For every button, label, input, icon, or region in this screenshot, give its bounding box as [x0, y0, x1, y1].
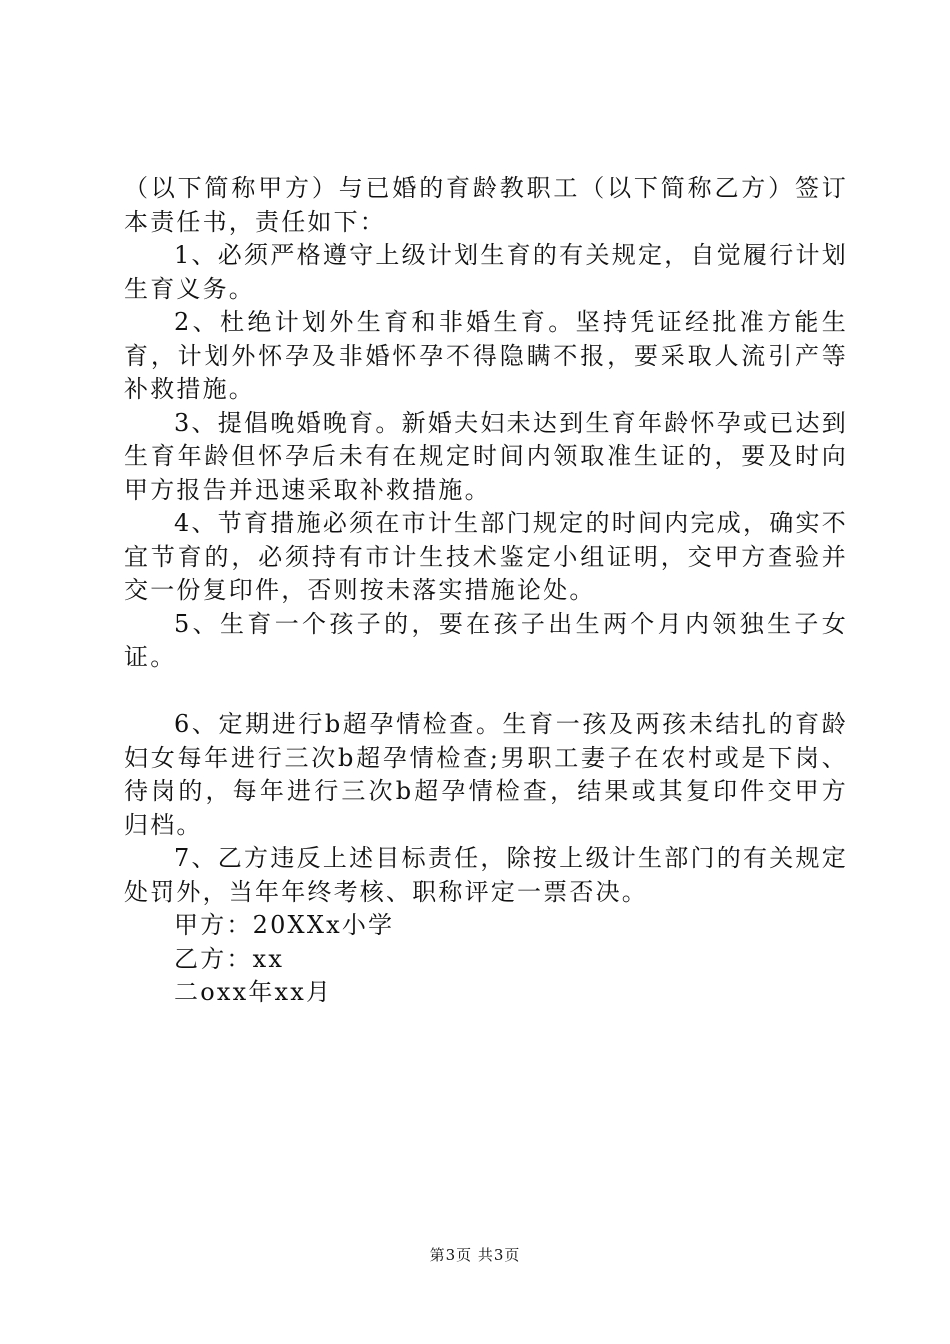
clause-4: 4、节育措施必须在市计生部门规定的时间内完成，确实不宜节育的，必须持有市计生技术鉴定小组证明，交甲方查验并交一份复印件，否则按未落实措施论处。	[124, 509, 848, 604]
party-b-signature: 乙方：xx	[174, 944, 285, 973]
clause-7: 7、乙方违反上述目标责任，除按上级计生部门的有关规定处罚外，当年年终考核、职称评定一票否决。	[124, 844, 848, 906]
document-body	[124, 172, 848, 1010]
party-a-signature: 甲方：20XXx小学	[174, 911, 395, 939]
clause-5: 5、生育一个孩子的，要在孩子出生两个月内领独生子女证。	[124, 609, 848, 671]
intro-paragraph: （以下简称甲方）与已婚的育龄教职工（以下简称乙方）签订本责任书，责任如下：	[124, 174, 848, 236]
signature-date: 二oxx年xx月	[174, 978, 333, 1006]
paragraph-spacer	[124, 675, 848, 709]
clause-3: 3、提倡晚婚晚育。新婚夫妇未达到生育年龄怀孕或已达到生育年龄但怀孕后未有在规定时间内领取准生证的，要及时向甲方报告并迅速采取补救措施。	[124, 408, 848, 504]
clause-2: 2、杜绝计划外生育和非婚生育。坚持凭证经批准方能生育，计划外怀孕及非婚怀孕不得隐瞒不报，要采取人流引产等补救措施。	[124, 308, 848, 403]
clause-1: 1、必须严格遵守上级计划生育的有关规定，自觉履行计划生育义务。	[124, 241, 848, 303]
clause-6: 6、定期进行b超孕情检查。生育一孩及两孩未结扎的育龄妇女每年进行三次b超孕情检查;男职工妻子在农村或是下岗、待岗的，每年进行三次b超孕情检查，结果或其复印件交甲方归档。	[124, 710, 848, 839]
page-number-footer: 第3页 共3页	[429, 1246, 521, 1264]
